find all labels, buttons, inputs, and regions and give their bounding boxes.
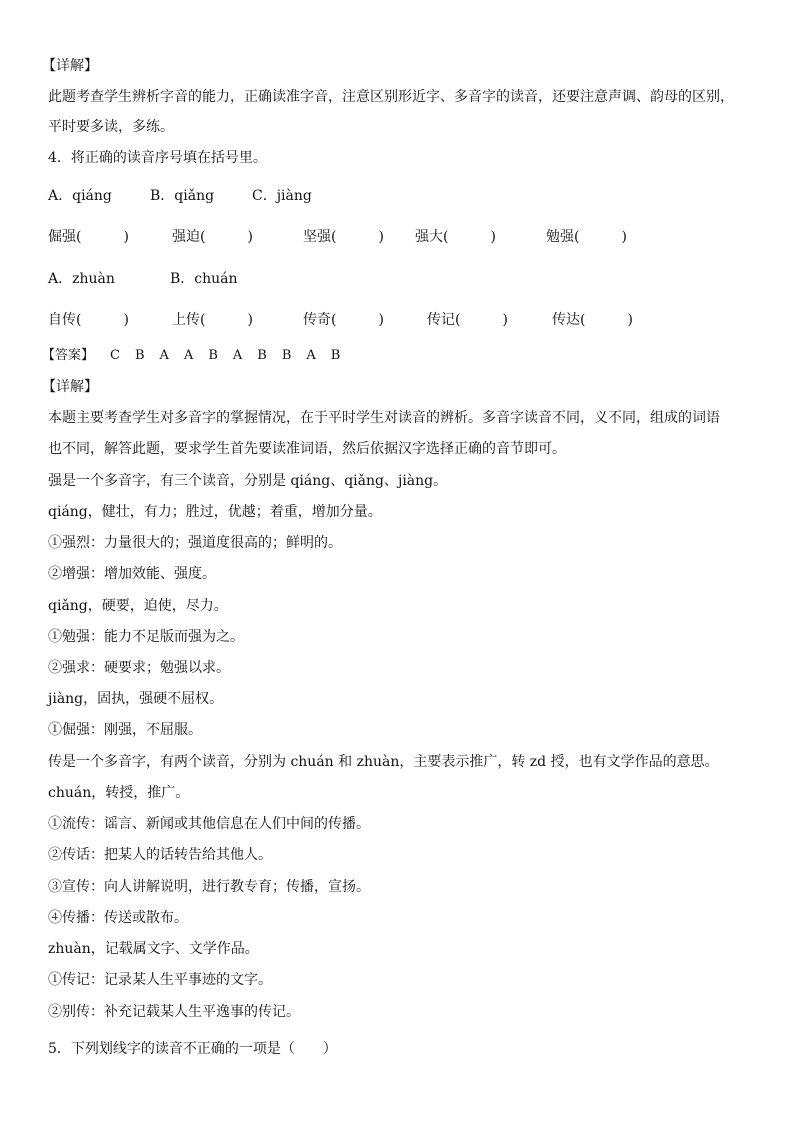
chuan-2-example-1: ①传记：记录某人生平事迹的文字。	[48, 972, 272, 988]
detail-1-line-1: 此题考查学生辨析字音的能力，正确读准字音，注意区别形近字、多音字的读音，还要注意声调、韵母的区别，	[48, 89, 734, 105]
word-jianqiang: 坚强( )	[303, 229, 384, 245]
detail-2-para-line-1: 本题主要考查学生对多音字的掌握情况，在于平时学生对读音的辨析。多音字读音不同，义不同，组成的词语	[48, 410, 720, 426]
qiang-2-example-2: ②强求：硬要求；勉强以求。	[48, 660, 230, 676]
option-b-chuan: B．chuán	[170, 271, 238, 287]
word-juejiang: 倔强( )	[48, 229, 129, 245]
answer-7: B	[257, 348, 267, 363]
chuan-1-example-3: ③宣传：向人讲解说明，进行教专育；传播，宣扬。	[48, 879, 370, 895]
option-a-zhuan: A．zhuàn	[48, 271, 115, 287]
detail-heading-1: 【详解】	[42, 58, 98, 74]
chuan-2-example-2: ②别传：补充记载某人生平逸事的传记。	[48, 1004, 300, 1020]
answer-4: A	[183, 348, 194, 363]
option-c-jiang: C．jiàng	[252, 188, 312, 204]
question-4-title: 4．将正确的读音序号填在括号里。	[48, 150, 267, 166]
word-zizhuan: 自传( )	[48, 312, 129, 328]
answer-row	[42, 347, 355, 365]
word-qiangpo: 强迫( )	[172, 229, 253, 245]
option-b-qiang: B．qiǎng	[150, 188, 215, 204]
qiang-1-example-1: ①强烈：力量很大的；强道度很高的；鲜明的。	[48, 535, 342, 551]
qiang-3-definition: jiàng，固执，强硬不屈权。	[48, 691, 224, 707]
chuan-2-definition: zhuàn，记载属文字、文学作品。	[48, 941, 259, 957]
question-5-title: 5．下列划线字的读音不正确的一项是（ ）	[48, 1041, 337, 1057]
word-qiangda: 强大( )	[415, 229, 496, 245]
qiang-1-example-2: ②增强：增加效能、强度。	[48, 566, 216, 582]
answer-10: B	[330, 348, 341, 363]
qiang-3-example-1: ①倔强：刚强，不屈服。	[48, 722, 202, 738]
answer-3: A	[159, 348, 169, 363]
answer-8: B	[281, 348, 292, 363]
answer-label: 【答案】	[42, 348, 95, 363]
qiang-2-definition: qiǎng，硬要，迫使，尽力。	[48, 598, 228, 614]
chuan-1-example-2: ②传话：把某人的话转告给其他人。	[48, 847, 272, 863]
chuan-intro: 传是一个多音字，有两个读音，分别为 chuán 和 zhuàn，主要表示推广，转 zd 授，也有文学作品的意思。	[48, 754, 719, 770]
answer-5: B	[208, 348, 218, 363]
answer-9: A	[306, 348, 316, 363]
detail-heading-2: 【详解】	[42, 379, 98, 395]
option-a-qiang: A．qiáng	[48, 188, 112, 204]
qiang-intro: 强是一个多音字，有三个读音，分别是 qiáng、qiǎng、jiàng。	[48, 473, 448, 489]
word-mianqiang: 勉强( )	[546, 229, 627, 245]
word-chuanda: 传达( )	[552, 312, 633, 328]
word-chuanqi: 传奇( )	[303, 312, 384, 328]
qiang-1-definition: qiáng，健壮，有力；胜过，优越；着重，增加分量。	[48, 504, 382, 520]
qiang-2-example-1: ①勉强：能力不足版而强为之。	[48, 629, 244, 645]
answer-1: C	[110, 348, 120, 363]
chuan-1-definition: chuán，转授，推广。	[48, 785, 190, 801]
chuan-1-example-1: ①流传：谣言、新闻或其他信息在人们中间的传播。	[48, 816, 370, 832]
word-zhuanji: 传记( )	[427, 312, 508, 328]
answer-2: B	[134, 348, 145, 363]
answer-6: A	[232, 348, 243, 363]
word-shangchuan: 上传( )	[172, 312, 253, 328]
detail-2-para-line-2: 也不同，解答此题，要求学生首先要读准词语，然后依据汉字选择正确的音节即可。	[48, 441, 566, 457]
chuan-1-example-4: ④传播：传送或散布。	[48, 910, 188, 926]
detail-1-line-2: 平时要多读，多练。	[48, 119, 174, 135]
